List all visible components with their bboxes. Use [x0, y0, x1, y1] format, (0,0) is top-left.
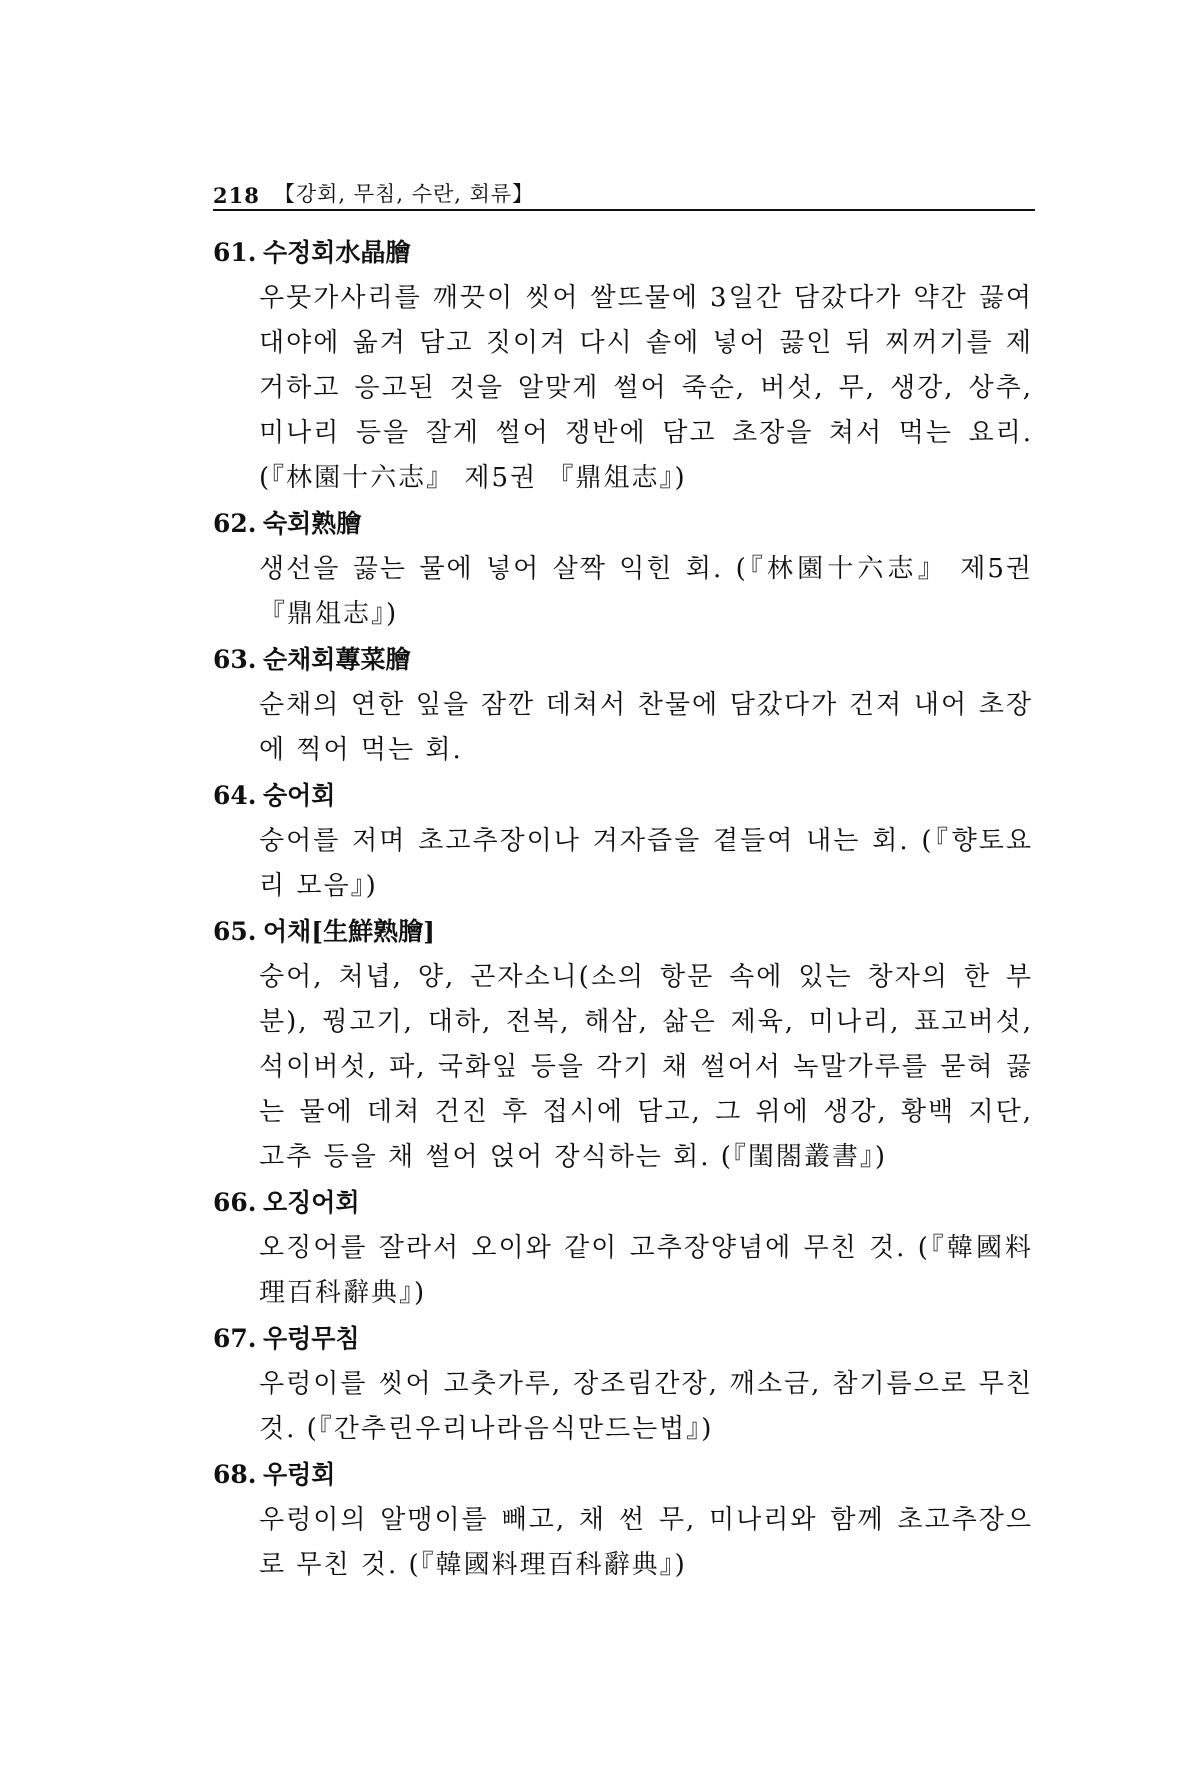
- entry-body: 숭어, 처녑, 양, 곤자소니(소의 항문 속에 있는 창자의 한 부분), 꿩고기, 대하, 전복, 해삼, 삶은 제육, 미나리, 표고버섯, 석이버섯, 파, 국화잎 등을 각기 채 썰어서 녹말가루를 묻혀 끓는 물에 데쳐 건진 후 접시에 담고, 그 위에 생강, 황백 지단, 고추 등을 채 썰어 얹어 장식하는 회. (『閨閤叢書』): [259, 962, 1033, 1172]
- entry-list: [213, 230, 1033, 1588]
- entry-title: 우렁무침: [263, 1324, 360, 1353]
- entry-66: [213, 1180, 1033, 1316]
- entry-61: [213, 230, 1033, 501]
- entry-body: 생선을 끓는 물에 넣어 살짝 익힌 회. (『林園十六志』 제5권 『鼎俎志』): [259, 554, 1033, 629]
- entry-number: 68.: [213, 1460, 257, 1489]
- entry-title: 숭어회: [263, 781, 336, 810]
- header-rule: [213, 209, 1035, 211]
- entry-heading: [213, 230, 1033, 276]
- entry-64: [213, 773, 1033, 909]
- entry-body: 오징어를 잘라서 오이와 같이 고추장양념에 무친 것. (『韓國料理百科辭典』): [259, 1233, 1033, 1308]
- entry-63: [213, 637, 1033, 773]
- entry-number: 62.: [213, 509, 257, 538]
- entry-heading: [213, 773, 1033, 819]
- entry-number: 67.: [213, 1324, 257, 1353]
- entry-number: 65.: [213, 917, 257, 946]
- entry-body: 순채의 연한 잎을 잠깐 데쳐서 찬물에 담갔다가 건져 내어 초장에 찍어 먹는 회.: [259, 690, 1033, 765]
- entry-68: [213, 1452, 1033, 1588]
- entry-title: 오징어회: [263, 1188, 360, 1217]
- entry-title: 수정회水晶膾: [263, 238, 411, 267]
- entry-heading: [213, 1316, 1033, 1362]
- entry-heading: [213, 637, 1033, 683]
- entry-title: 우렁회: [263, 1460, 336, 1489]
- entry-body: 우뭇가사리를 깨끗이 씻어 쌀뜨물에 3일간 담갔다가 약간 끓여 대야에 옮겨 담고 짓이겨 다시 솥에 넣어 끓인 뒤 찌꺼기를 제거하고 응고된 것을 알맞게 썰어 죽순, 버섯, 무, 생강, 상추, 미나리 등을 잘게 썰어 쟁반에 담고 초장을 쳐서 먹는 요리. (『林園十六志』 제5권 『鼎俎志』): [259, 283, 1033, 493]
- entry-title: 순채회蓴菜膾: [263, 645, 411, 674]
- entry-number: 61.: [213, 238, 257, 267]
- entry-title: 숙회熟膾: [263, 509, 362, 538]
- entry-body: 숭어를 저며 초고추장이나 겨자즙을 곁들여 내는 회. (『향토요리 모음』): [259, 826, 1033, 901]
- page-number: 218: [213, 183, 260, 208]
- entry-62: [213, 501, 1033, 637]
- section-title: 【강회, 무침, 수란, 회류】: [273, 182, 535, 206]
- entry-number: 64.: [213, 781, 257, 810]
- entry-body: 우렁이의 알맹이를 빼고, 채 썬 무, 미나리와 함께 초고추장으로 무친 것. (『韓國料理百科辭典』): [259, 1505, 1033, 1580]
- entry-heading: [213, 1180, 1033, 1226]
- entry-heading: [213, 1452, 1033, 1498]
- entry-body: 우렁이를 씻어 고춧가루, 장조림간장, 깨소금, 참기름으로 무친 것. (『간추린우리나라음식만드는법』): [259, 1369, 1033, 1444]
- entry-67: [213, 1316, 1033, 1452]
- entry-heading: [213, 501, 1033, 547]
- entry-heading: [213, 909, 1033, 955]
- entry-number: 63.: [213, 645, 257, 674]
- entry-65: [213, 909, 1033, 1180]
- entry-title: 어채[生鮮熟膾]: [263, 917, 435, 946]
- page-header: [213, 168, 1033, 208]
- entry-number: 66.: [213, 1188, 257, 1217]
